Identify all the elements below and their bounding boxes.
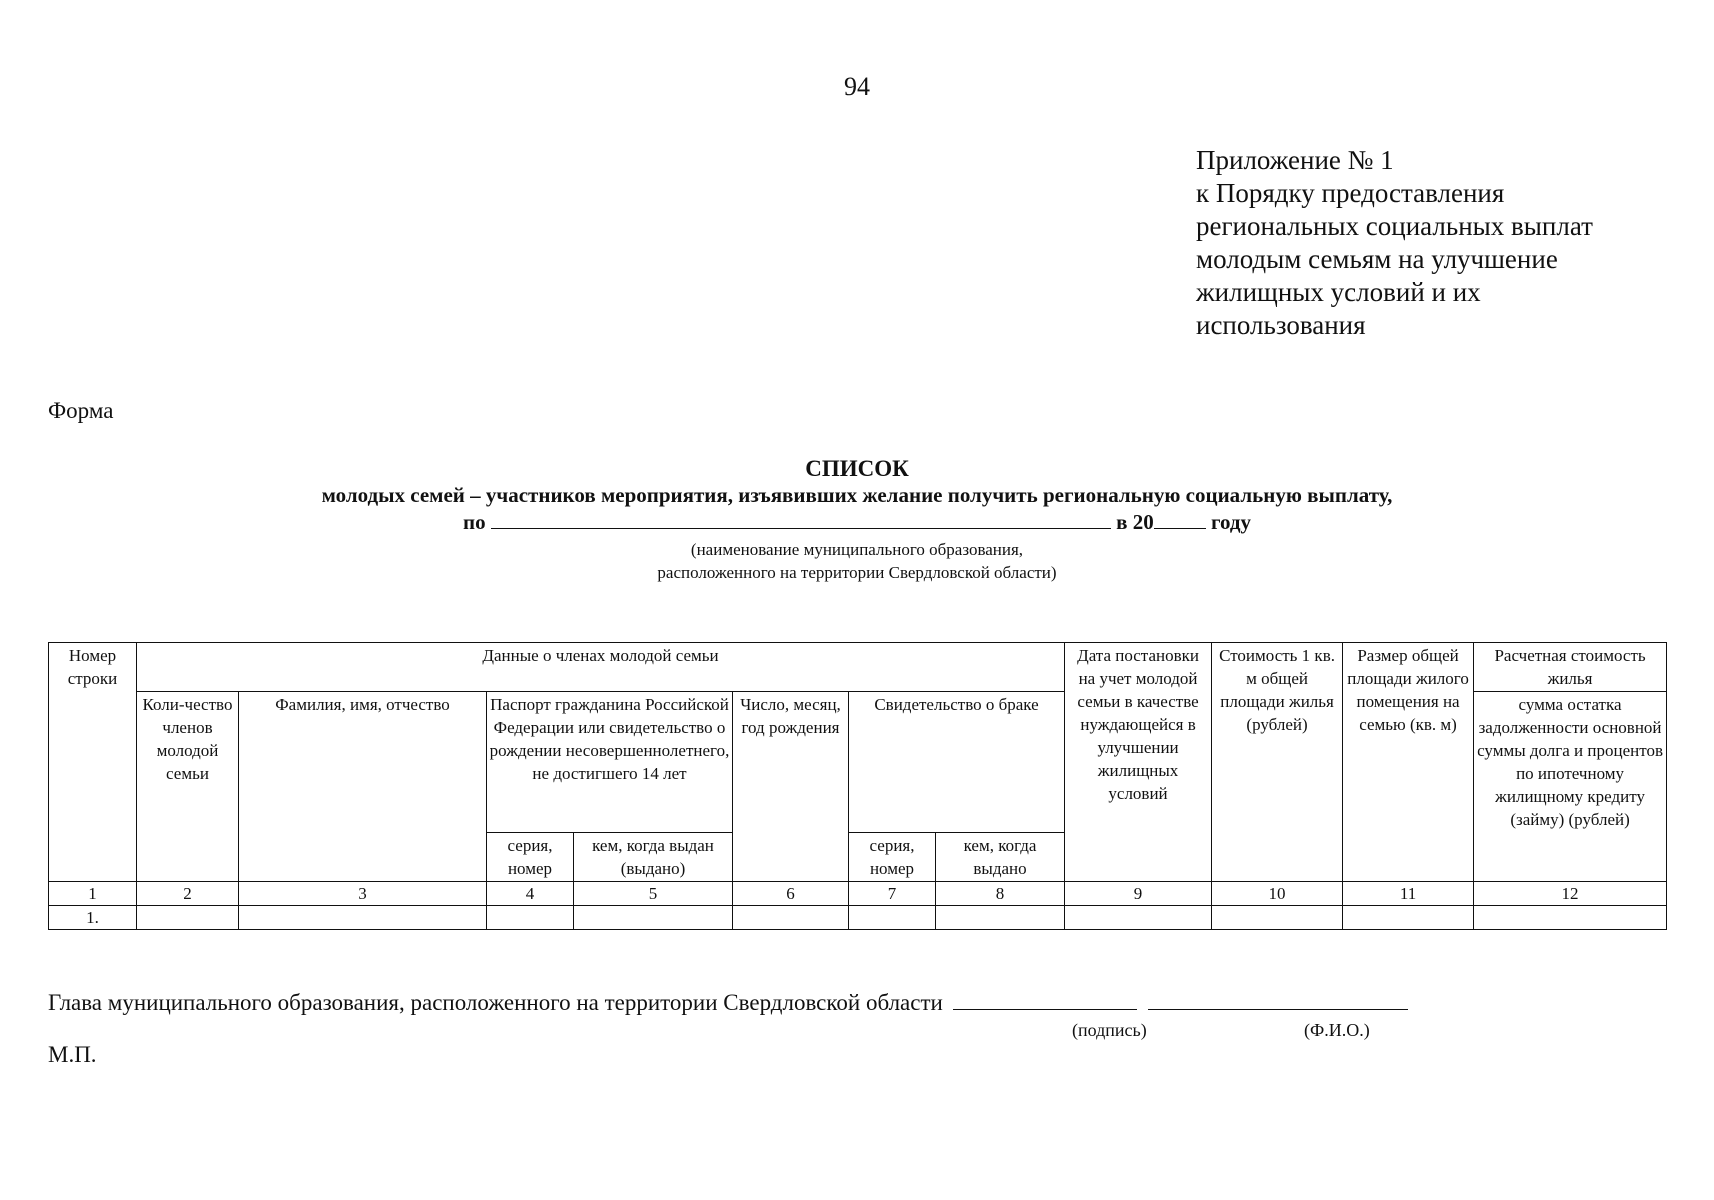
header-mortgage-balance: сумма остатка задолженности основной суммы долга и процентов по ипотечному жилищному кредиту (займу) (рублей): [1474, 692, 1667, 882]
header-passport-issued: кем, когда выдан (выдано): [574, 833, 733, 882]
municipality-note: [0, 538, 1714, 584]
member-count-cell[interactable]: [137, 906, 239, 930]
birth-date-cell[interactable]: [733, 906, 849, 930]
appendix-line: использования: [1196, 310, 1366, 340]
signature-text: Глава муниципального образования, расположенного на территории Свердловской области: [48, 990, 943, 1015]
header-passport-series: серия, номер: [487, 833, 574, 882]
year-prefix: в 20: [1116, 510, 1154, 534]
row-number-cell: 1.: [49, 906, 137, 930]
header-marriage-series: серия, номер: [849, 833, 936, 882]
note-line: (наименование муниципального образования,: [690, 540, 1024, 559]
header-row-number: Номер строки: [49, 643, 137, 882]
signature-blank[interactable]: [953, 991, 1137, 1010]
passport-series-cell[interactable]: [487, 906, 574, 930]
column-number: 12: [1474, 882, 1667, 906]
column-number: 1: [49, 882, 137, 906]
appendix-line: к Порядку предоставления: [1196, 178, 1505, 208]
full-name-cell[interactable]: [239, 906, 487, 930]
document-subtitle: молодых семей – участников мероприятия, изъявивших желание получить региональную социальную выплату,: [321, 483, 1393, 507]
column-number: 3: [239, 882, 487, 906]
column-number: 6: [733, 882, 849, 906]
column-number: 11: [1343, 882, 1474, 906]
document-title: СПИСОК: [805, 456, 909, 481]
header-cost-per-sqm: Стоимость 1 кв. м общей площади жилья (рублей): [1212, 643, 1343, 882]
appendix-line: жилищных условий и их: [1196, 277, 1481, 307]
appendix-header: [1196, 144, 1676, 342]
signature-caption: (подпись): [1072, 1020, 1147, 1040]
header-full-name: Фамилия, имя, отчество: [239, 692, 487, 882]
form-label: Форма: [48, 398, 114, 423]
table-row: [49, 906, 1667, 930]
marriage-series-cell[interactable]: [849, 906, 936, 930]
families-list-table: [48, 642, 1667, 930]
column-number: 5: [574, 882, 733, 906]
passport-issued-cell[interactable]: [574, 906, 733, 930]
appendix-line: Приложение № 1: [1196, 145, 1394, 175]
header-marriage-certificate: Свидетельство о браке: [849, 692, 1065, 833]
note-line: расположенного на территории Свердловской области): [657, 563, 1057, 582]
cost-per-sqm-cell[interactable]: [1212, 906, 1343, 930]
header-member-count: Коли-чество членов молодой семьи: [137, 692, 239, 882]
header-area: Размер общей площади жилого помещения на семью (кв. м): [1343, 643, 1474, 882]
registration-date-cell[interactable]: [1065, 906, 1212, 930]
header-estimated-cost: Расчетная стоимость жилья: [1474, 643, 1667, 692]
year-suffix: году: [1210, 510, 1251, 534]
area-cell[interactable]: [1343, 906, 1474, 930]
page-number: 94: [844, 72, 870, 101]
column-number: 9: [1065, 882, 1212, 906]
header-family-data: Данные о членах молодой семьи: [137, 643, 1065, 692]
name-blank[interactable]: [1148, 991, 1408, 1010]
header-passport: Паспорт гражданина Российской Федерации или свидетельство о рождении несовершеннолетнего, не достигшего 14 лет: [487, 692, 733, 833]
marriage-issued-cell[interactable]: [936, 906, 1065, 930]
signature-line: [48, 990, 1408, 1016]
header-registration-date: Дата постановки на учет молодой семьи в качестве нуждающейся в улучшении жилищных условий: [1065, 643, 1212, 882]
column-number: 4: [487, 882, 574, 906]
stamp-label: М.П.: [48, 1042, 97, 1067]
municipality-blank[interactable]: [491, 512, 1111, 529]
by-label: по: [463, 510, 486, 534]
appendix-line: молодым семьям на улучшение: [1196, 244, 1558, 274]
header-marriage-issued: кем, когда выдано: [936, 833, 1065, 882]
name-caption: (Ф.И.О.): [1304, 1020, 1370, 1040]
municipality-line: [0, 508, 1714, 536]
header-birth-date: Число, месяц, год рождения: [733, 692, 849, 882]
column-number: 7: [849, 882, 936, 906]
appendix-line: региональных социальных выплат: [1196, 211, 1593, 241]
column-number: 2: [137, 882, 239, 906]
column-number: 8: [936, 882, 1065, 906]
year-blank[interactable]: [1154, 512, 1206, 529]
document-title-block: [0, 455, 1714, 584]
estimated-cost-cell[interactable]: [1474, 906, 1667, 930]
column-number: 10: [1212, 882, 1343, 906]
